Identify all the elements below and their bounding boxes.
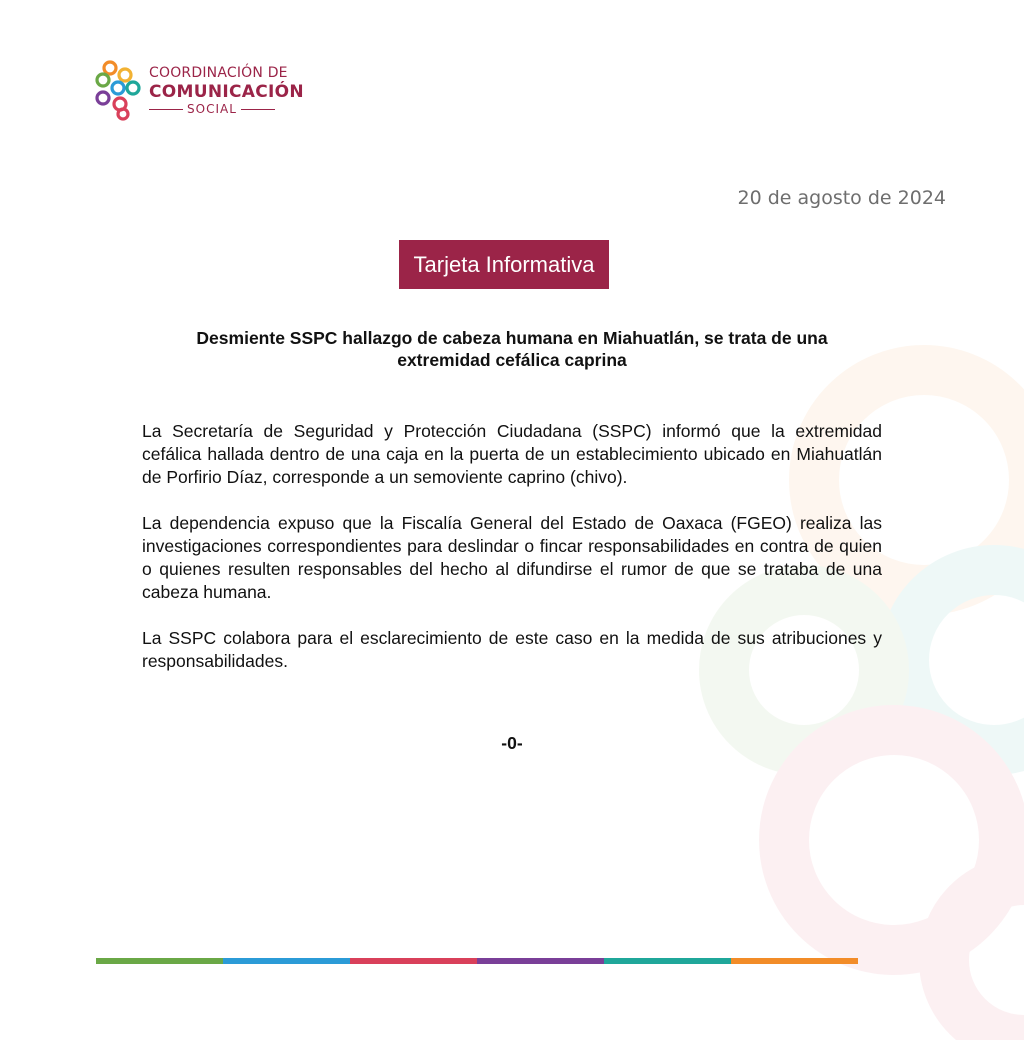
footer-segment [223, 958, 350, 964]
footer-segment [477, 958, 604, 964]
headline-line1: Desmiente SSPC hallazgo de cabeza humana en Miahuatlán, se trata de una [196, 328, 828, 348]
body-text [142, 420, 882, 696]
headline-line2: extremidad cefálica caprina [397, 350, 627, 370]
end-mark: -0- [501, 733, 523, 753]
logo-mark-icon [94, 58, 142, 122]
footer-color-bar [96, 958, 858, 964]
logo-text-line2: COMUNICACIÓN [149, 82, 304, 102]
logo-rule-right [241, 109, 275, 110]
footer-segment [604, 958, 731, 964]
footer-segment [731, 958, 858, 964]
organization-logo [94, 58, 324, 126]
document-date: 20 de agosto de 2024 [737, 187, 946, 209]
body-paragraph: La dependencia expuso que la Fiscalía General del Estado de Oaxaca (FGEO) realiza las investigaciones correspondientes para deslindar o fincar responsabilidades en contra de quien o quienes resulten responsables del hecho al difundirse el rumor de que se trataba de una cabeza humana. [142, 513, 882, 602]
body-paragraph: La Secretaría de Seguridad y Protección Ciudadana (SSPC) informó que la extremidad cefálica hallada dentro de una caja en la puerta de un establecimiento ubicado en Miahuatlán de Porfirio Díaz, corresponde a un semoviente caprino (chivo). [142, 421, 882, 487]
logo-text-social: SOCIAL [187, 102, 237, 116]
body-paragraph: La SSPC colabora para el esclarecimiento de este caso en la medida de sus atribuciones y responsabilidades. [142, 628, 882, 671]
logo-text-line3 [149, 102, 304, 116]
footer-segment [96, 958, 223, 964]
headline [140, 327, 884, 371]
logo-rule-left [149, 109, 183, 110]
document-type-badge: Tarjeta Informativa [399, 240, 609, 289]
footer-segment [350, 958, 477, 964]
logo-text-line1: COORDINACIÓN DE [149, 65, 288, 81]
